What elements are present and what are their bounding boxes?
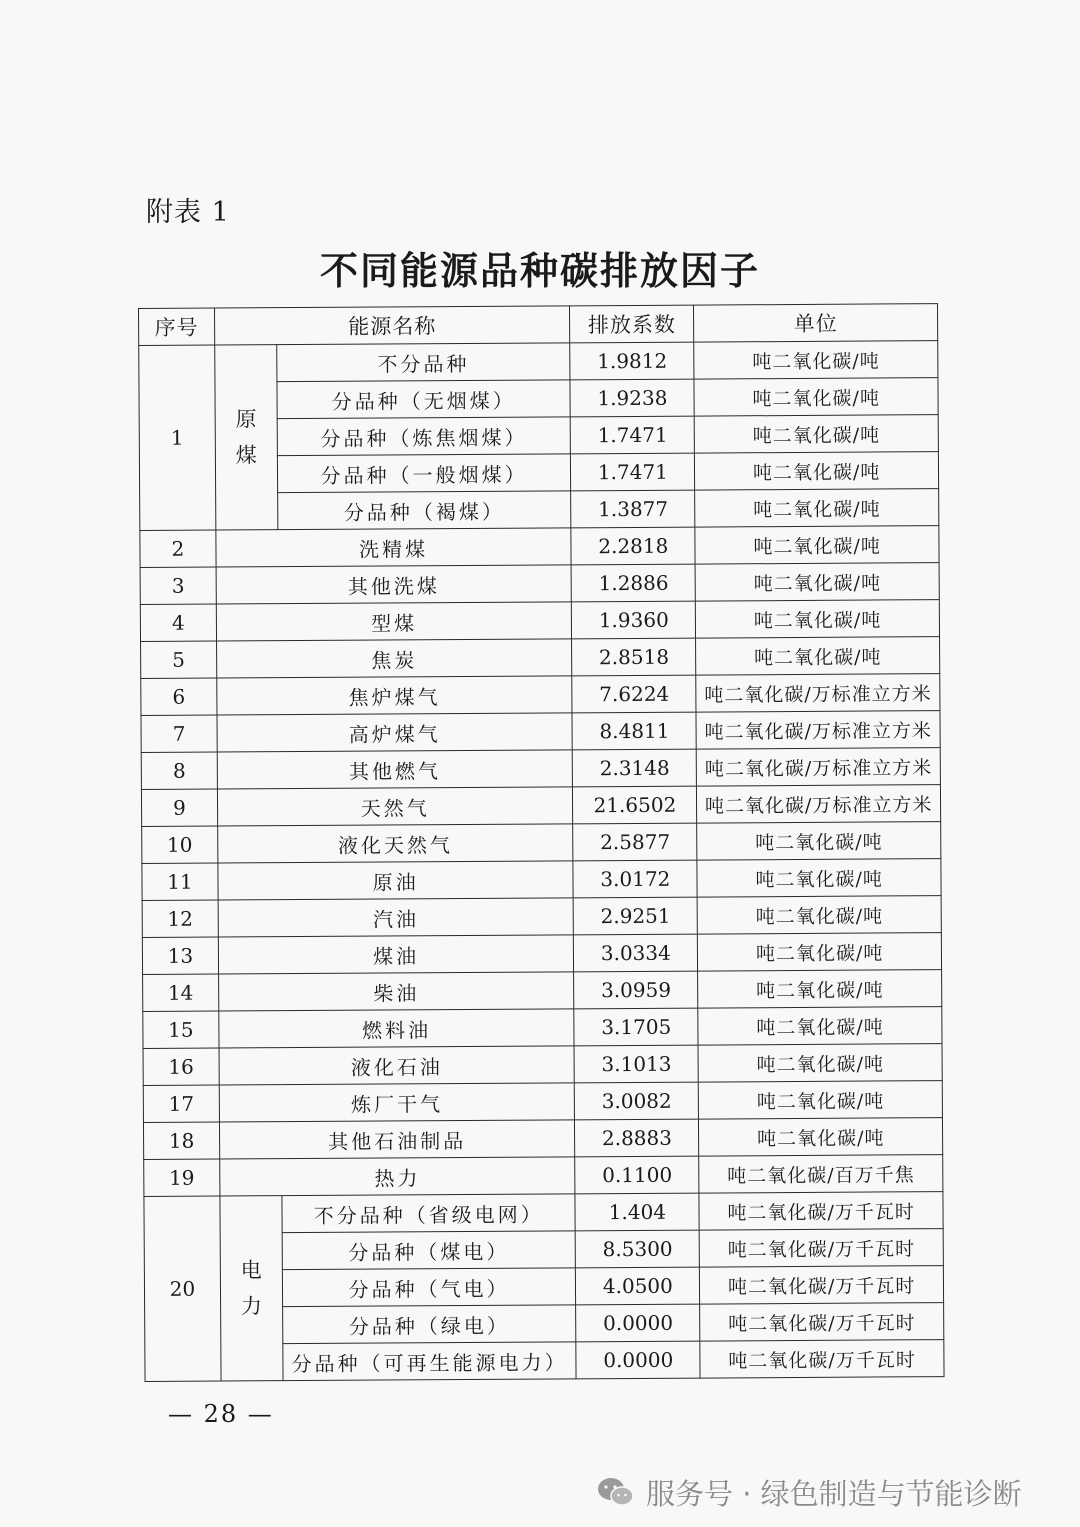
unit: 吨二氧化碳/吨 bbox=[697, 859, 941, 897]
header-factor: 排放系数 bbox=[570, 305, 694, 343]
watermark-text: 服务号 · 绿色制造与节能诊断 bbox=[646, 1477, 1022, 1511]
energy-name: 柴油 bbox=[218, 972, 574, 1011]
row-no: 17 bbox=[143, 1085, 219, 1122]
category-raw-coal: 原 煤 bbox=[215, 345, 278, 530]
table-row bbox=[143, 1007, 942, 1049]
row-no: 3 bbox=[140, 567, 216, 604]
emission-factor: 2.8883 bbox=[575, 1119, 699, 1157]
unit: 吨二氧化碳/吨 bbox=[696, 600, 940, 638]
energy-name: 分品种（炼焦烟煤） bbox=[277, 417, 571, 456]
energy-name: 天然气 bbox=[217, 787, 573, 826]
emission-factor: 1.7471 bbox=[571, 416, 695, 454]
energy-name: 原油 bbox=[218, 861, 574, 900]
table-row bbox=[143, 1044, 942, 1086]
row-no: 11 bbox=[142, 863, 218, 900]
table-row bbox=[141, 637, 940, 679]
emission-factor: 2.8518 bbox=[572, 638, 696, 676]
energy-name: 洗精煤 bbox=[216, 528, 572, 567]
energy-name: 液化天然气 bbox=[218, 824, 574, 863]
unit: 吨二氧化碳/吨 bbox=[697, 822, 941, 860]
unit: 吨二氧化碳/吨 bbox=[698, 970, 942, 1008]
row-no: 7 bbox=[141, 715, 217, 752]
emission-factor: 0.0000 bbox=[576, 1341, 700, 1379]
row-no: 20 bbox=[144, 1196, 221, 1381]
unit: 吨二氧化碳/万千瓦时 bbox=[700, 1266, 944, 1304]
unit: 吨二氧化碳/吨 bbox=[695, 452, 939, 490]
row-no: 5 bbox=[141, 641, 217, 678]
table-row bbox=[140, 526, 939, 568]
emission-factor: 2.2818 bbox=[571, 527, 695, 565]
unit: 吨二氧化碳/万标准立方米 bbox=[697, 785, 941, 823]
unit: 吨二氧化碳/万标准立方米 bbox=[697, 748, 941, 786]
table-row bbox=[142, 896, 941, 938]
row-no: 1 bbox=[139, 345, 216, 530]
row-no: 8 bbox=[141, 752, 217, 789]
unit: 吨二氧化碳/吨 bbox=[698, 1007, 942, 1045]
emission-factor: 8.5300 bbox=[576, 1230, 700, 1268]
energy-name: 燃料油 bbox=[219, 1009, 575, 1048]
unit: 吨二氧化碳/万千瓦时 bbox=[699, 1192, 943, 1230]
energy-name: 分品种（气电） bbox=[282, 1268, 576, 1307]
energy-name: 不分品种（省级电网） bbox=[282, 1194, 576, 1233]
emission-factor: 3.0334 bbox=[574, 934, 698, 972]
energy-name: 焦炭 bbox=[216, 639, 572, 678]
table-row bbox=[141, 785, 940, 827]
energy-name: 分品种（无烟煤） bbox=[277, 380, 571, 419]
header-no: 序号 bbox=[139, 308, 215, 345]
unit: 吨二氧化碳/吨 bbox=[694, 378, 938, 416]
row-no: 13 bbox=[142, 937, 218, 974]
row-no: 14 bbox=[143, 974, 219, 1011]
row-no: 18 bbox=[143, 1122, 219, 1159]
energy-name: 炼厂干气 bbox=[219, 1083, 575, 1122]
emission-factor: 1.2886 bbox=[571, 564, 695, 602]
table-row bbox=[141, 674, 940, 716]
table-row bbox=[144, 1155, 943, 1197]
row-no: 16 bbox=[143, 1048, 219, 1085]
emission-factor: 3.0959 bbox=[574, 971, 698, 1009]
table-row bbox=[140, 563, 939, 605]
unit: 吨二氧化碳/吨 bbox=[694, 341, 938, 379]
emission-factor: 21.6502 bbox=[573, 786, 697, 824]
energy-name: 分品种（一般烟煤） bbox=[277, 454, 571, 493]
energy-name: 分品种（煤电） bbox=[282, 1231, 576, 1270]
unit: 吨二氧化碳/万千瓦时 bbox=[700, 1340, 944, 1378]
row-no: 2 bbox=[140, 530, 216, 567]
unit: 吨二氧化碳/吨 bbox=[699, 1081, 943, 1119]
energy-name: 煤油 bbox=[218, 935, 574, 974]
table-row bbox=[142, 933, 941, 975]
emission-factor: 2.3148 bbox=[573, 749, 697, 787]
energy-name: 液化石油 bbox=[219, 1046, 575, 1085]
unit: 吨二氧化碳/吨 bbox=[699, 1118, 943, 1156]
energy-name: 其他洗煤 bbox=[216, 565, 572, 604]
energy-name: 分品种（可再生能源电力） bbox=[283, 1342, 577, 1381]
unit: 吨二氧化碳/吨 bbox=[698, 1044, 942, 1082]
row-no: 15 bbox=[143, 1011, 219, 1048]
table-row bbox=[140, 600, 939, 642]
energy-name: 分品种（褐煤） bbox=[277, 491, 571, 530]
unit: 吨二氧化碳/吨 bbox=[695, 489, 939, 527]
unit: 吨二氧化碳/万千瓦时 bbox=[699, 1229, 943, 1267]
unit: 吨二氧化碳/吨 bbox=[698, 933, 942, 971]
table-row bbox=[142, 859, 941, 901]
emission-factor: 3.1013 bbox=[574, 1045, 698, 1083]
emission-factor: 1.3877 bbox=[571, 490, 695, 528]
emission-factor: 1.7471 bbox=[571, 453, 695, 491]
emission-factor-table bbox=[138, 303, 945, 1382]
emission-factor: 0.1100 bbox=[575, 1156, 699, 1194]
table-row bbox=[141, 711, 940, 753]
energy-name: 其他石油制品 bbox=[219, 1120, 575, 1159]
table-row bbox=[143, 1081, 942, 1123]
wechat-icon bbox=[596, 1476, 636, 1510]
unit: 吨二氧化碳/吨 bbox=[695, 563, 939, 601]
header-unit: 单位 bbox=[694, 304, 938, 342]
table-row bbox=[139, 341, 938, 383]
table-row bbox=[143, 970, 942, 1012]
emission-factor: 1.9360 bbox=[572, 601, 696, 639]
unit: 吨二氧化碳/吨 bbox=[695, 526, 939, 564]
unit: 吨二氧化碳/万千瓦时 bbox=[700, 1303, 944, 1341]
energy-name: 型煤 bbox=[216, 602, 572, 641]
emission-factor: 1.9812 bbox=[570, 342, 694, 380]
emission-factor: 4.0500 bbox=[576, 1267, 700, 1305]
appendix-label: 附表 1 bbox=[146, 197, 230, 228]
emission-factor: 2.9251 bbox=[574, 897, 698, 935]
page-number: — 28 — bbox=[168, 1400, 274, 1428]
unit: 吨二氧化碳/万标准立方米 bbox=[696, 674, 940, 712]
row-no: 12 bbox=[142, 900, 218, 937]
document-title: 不同能源品种碳排放因子 bbox=[319, 249, 760, 293]
row-no: 10 bbox=[142, 826, 218, 863]
energy-name: 其他燃气 bbox=[217, 750, 573, 789]
energy-name: 高炉煤气 bbox=[217, 713, 573, 752]
emission-factor: 2.5877 bbox=[573, 823, 697, 861]
table-row bbox=[141, 748, 940, 790]
emission-factor: 3.1705 bbox=[574, 1008, 698, 1046]
unit: 吨二氧化碳/百万千焦 bbox=[699, 1155, 943, 1193]
energy-name: 热力 bbox=[220, 1157, 576, 1196]
header-name: 能源名称 bbox=[214, 306, 570, 345]
energy-name: 分品种（绿电） bbox=[282, 1305, 576, 1344]
emission-factor: 3.0082 bbox=[575, 1082, 699, 1120]
unit: 吨二氧化碳/万标准立方米 bbox=[696, 711, 940, 749]
energy-name: 汽油 bbox=[218, 898, 574, 937]
table-row bbox=[143, 1118, 942, 1160]
category-electricity: 电 力 bbox=[220, 1196, 283, 1381]
energy-name: 焦炉煤气 bbox=[217, 676, 573, 715]
emission-factor: 7.6224 bbox=[572, 675, 696, 713]
unit: 吨二氧化碳/吨 bbox=[694, 415, 938, 453]
emission-factor: 0.0000 bbox=[576, 1304, 700, 1342]
row-no: 4 bbox=[140, 604, 216, 641]
table-row bbox=[142, 822, 941, 864]
watermark bbox=[596, 1472, 1022, 1513]
row-no: 6 bbox=[141, 678, 217, 715]
row-no: 9 bbox=[141, 789, 217, 826]
energy-name: 不分品种 bbox=[277, 343, 571, 382]
emission-factor: 8.4811 bbox=[572, 712, 696, 750]
emission-factor: 1.404 bbox=[575, 1193, 699, 1231]
unit: 吨二氧化碳/吨 bbox=[696, 637, 940, 675]
table-row bbox=[144, 1192, 943, 1234]
emission-factor: 3.0172 bbox=[573, 860, 697, 898]
row-no: 19 bbox=[144, 1159, 220, 1196]
emission-factor: 1.9238 bbox=[570, 379, 694, 417]
table-header-row bbox=[139, 304, 938, 346]
unit: 吨二氧化碳/吨 bbox=[697, 896, 941, 934]
